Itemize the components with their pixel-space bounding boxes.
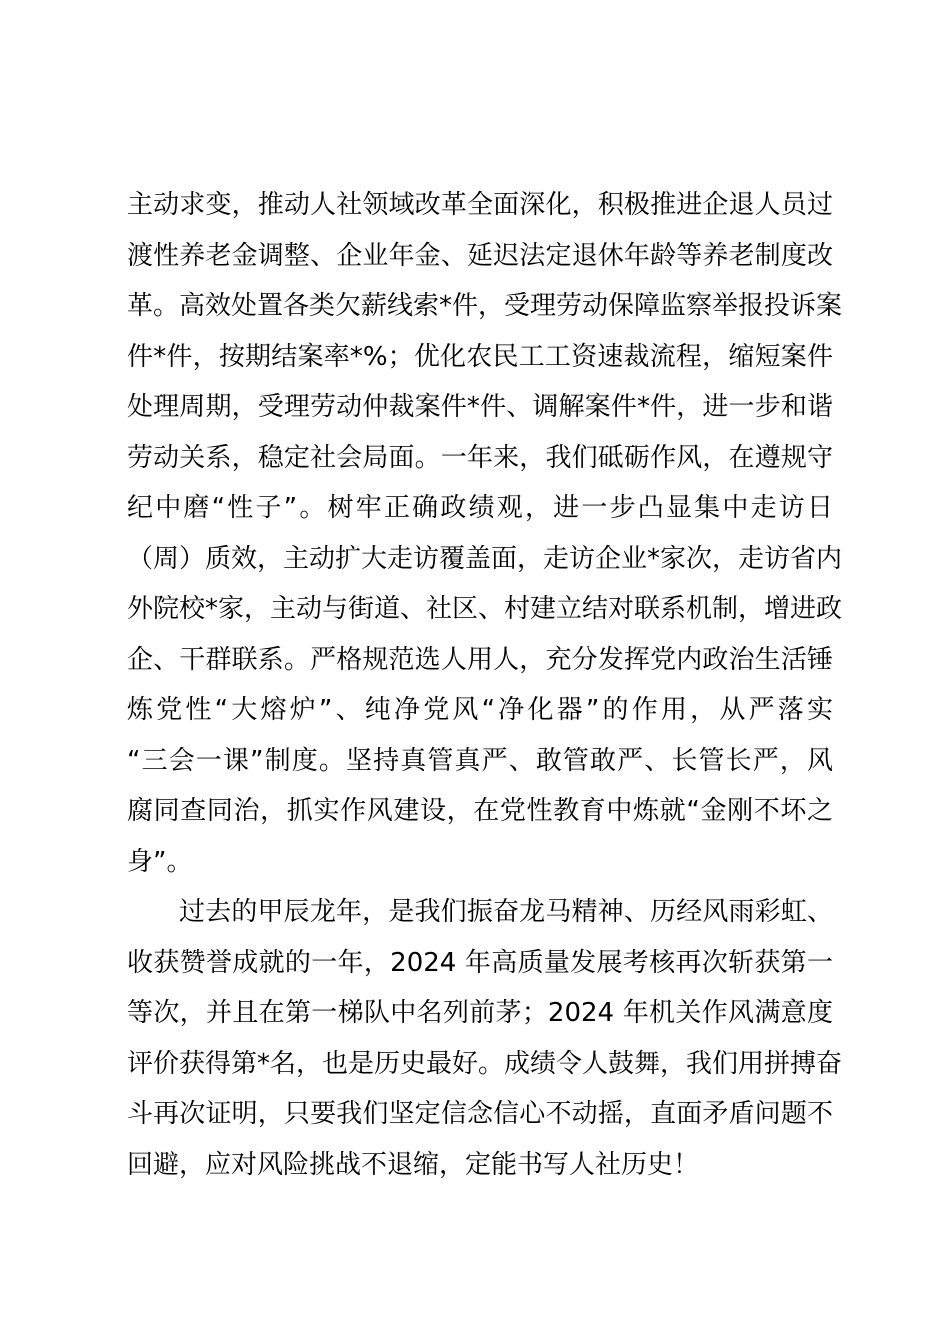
text-line: 企、干群联系。严格规范选人用人，充分发挥党内政治生活锤 <box>127 644 833 675</box>
text-line: 腐同查同治，抓实作风建设，在党性教育中炼就“金刚不坏之 <box>127 796 833 826</box>
paragraph-2 <box>127 887 843 1190</box>
text-line: 评价获得第*名，也是历史最好。成绩令人鼓舞，我们用拼搏奋 <box>127 1048 843 1079</box>
text-line: 身”。 <box>127 846 193 877</box>
text-line: “三会一课”制度。坚持真管真严、敢管敢严、长管长严，风 <box>127 745 833 776</box>
text-line: 过去的甲辰龙年，是我们振奋龙马精神、历经风雨彩虹、 <box>179 897 833 927</box>
document-body <box>127 180 843 1190</box>
text-line: 纪中磨“性子”。树牢正确政绩观，进一步凸显集中走访日 <box>127 493 833 523</box>
text-line: 处理周期，受理劳动仲裁案件*件、调解案件*件，进一步和谐 <box>127 392 833 422</box>
text-line: （周）质效，主动扩大走访覆盖面，走访企业*家次，走访省内 <box>127 543 843 574</box>
text-line: 主动求变，推动人社领域改革全面深化，积极推进企退人员过 <box>127 190 833 220</box>
text-line: 革。高效处置各类欠薪线索*件，受理劳动保障监察举报投诉案 <box>127 291 843 321</box>
text-line: 等次，并且在第一梯队中名列前茅；2024 年机关作风满意度 <box>127 998 833 1028</box>
text-line: 斗再次证明，只要我们坚定信念信心不动摇，直面矛盾问题不 <box>127 1099 833 1129</box>
text-line: 件*件，按期结案率*%；优化农民工工资速裁流程，缩短案件 <box>127 341 833 372</box>
text-line: 收获赞誉成就的一年，2024 年高质量发展考核再次斩获第一 <box>127 947 833 978</box>
text-line: 渡性养老金调整、企业年金、延迟法定退休年龄等养老制度改 <box>127 240 833 271</box>
text-line: 劳动关系，稳定社会局面。一年来，我们砥砺作风，在遵规守 <box>127 442 833 473</box>
text-line: 回避，应对风险挑战不退缩，定能书写人社历史！ <box>127 1149 700 1180</box>
text-line: 炼党性“大熔炉”、纯净党风“净化器”的作用，从严落实 <box>127 695 833 725</box>
text-line: 外院校*家，主动与街道、社区、村建立结对联系机制，增进政 <box>127 594 843 624</box>
paragraph-1 <box>127 180 843 887</box>
